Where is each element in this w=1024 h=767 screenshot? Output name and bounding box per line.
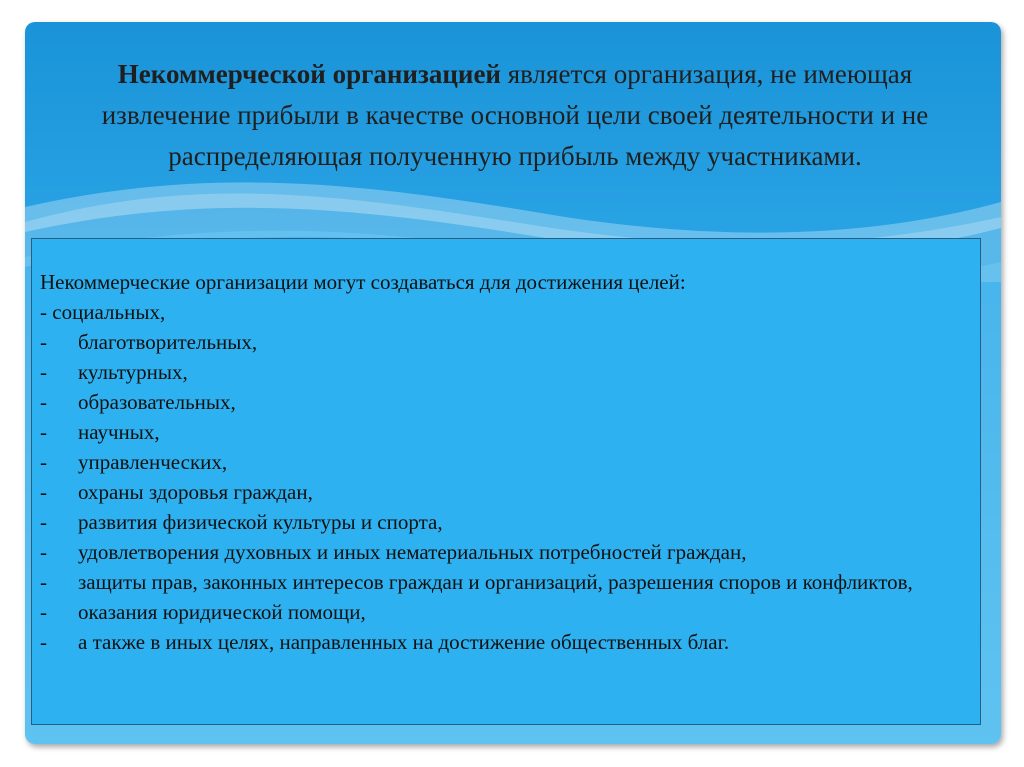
list-bullet: - [40,360,47,384]
list-bullet: - [40,600,47,624]
slide [25,22,1001,744]
list-item [40,387,970,417]
list-bullet: - [40,420,47,444]
list-item [40,447,970,477]
list-item [40,417,970,447]
list-bullet: - [40,510,47,534]
list-item [40,357,970,387]
list-bullet: - [40,630,47,654]
list-item-text: охраны здоровья граждан, [78,480,313,504]
list-item-text: образовательных, [78,390,236,414]
title-definition: является организация, не имеющая извлечение прибыли в качестве основной цели своей деятельности и не распределяющая полученную прибыль между участниками. [101,59,929,171]
list-item [40,567,970,597]
list-item-text: управленческих, [78,450,228,474]
goals-list [40,327,970,657]
list-item-text: научных, [78,420,160,444]
list-item [40,627,970,657]
list-item-text: защиты прав, законных интересов граждан и организаций, разрешения споров и конфликтов, [78,570,913,594]
goals-box [31,238,981,725]
list-bullet: - [40,450,47,474]
list-item [40,507,970,537]
list-item-text: удовлетворения духовных и иных нематериальных потребностей граждан, [78,540,747,564]
goal-item-social: - социальных, [40,300,166,324]
list-bullet: - [40,330,47,354]
list-bullet: - [40,570,47,594]
list-item-text: культурных, [78,360,188,384]
list-item-text: развития физической культуры и спорта, [78,510,443,534]
list-item-text: оказания юридической помощи, [78,600,366,624]
goals-text [40,267,970,657]
goals-intro: Некоммерческие организации могут создаваться для достижения целей: [40,270,686,294]
slide-title [75,54,955,177]
list-bullet: - [40,540,47,564]
list-item [40,477,970,507]
list-item-text: благотворительных, [78,330,258,354]
list-item [40,327,970,357]
title-bold-term: Некоммерческой организацией [117,59,501,89]
list-bullet: - [40,390,47,414]
list-item-text: а также в иных целях, направленных на достижение общественных благ. [78,630,730,654]
list-bullet: - [40,480,47,504]
list-item [40,537,970,567]
list-item [40,597,970,627]
